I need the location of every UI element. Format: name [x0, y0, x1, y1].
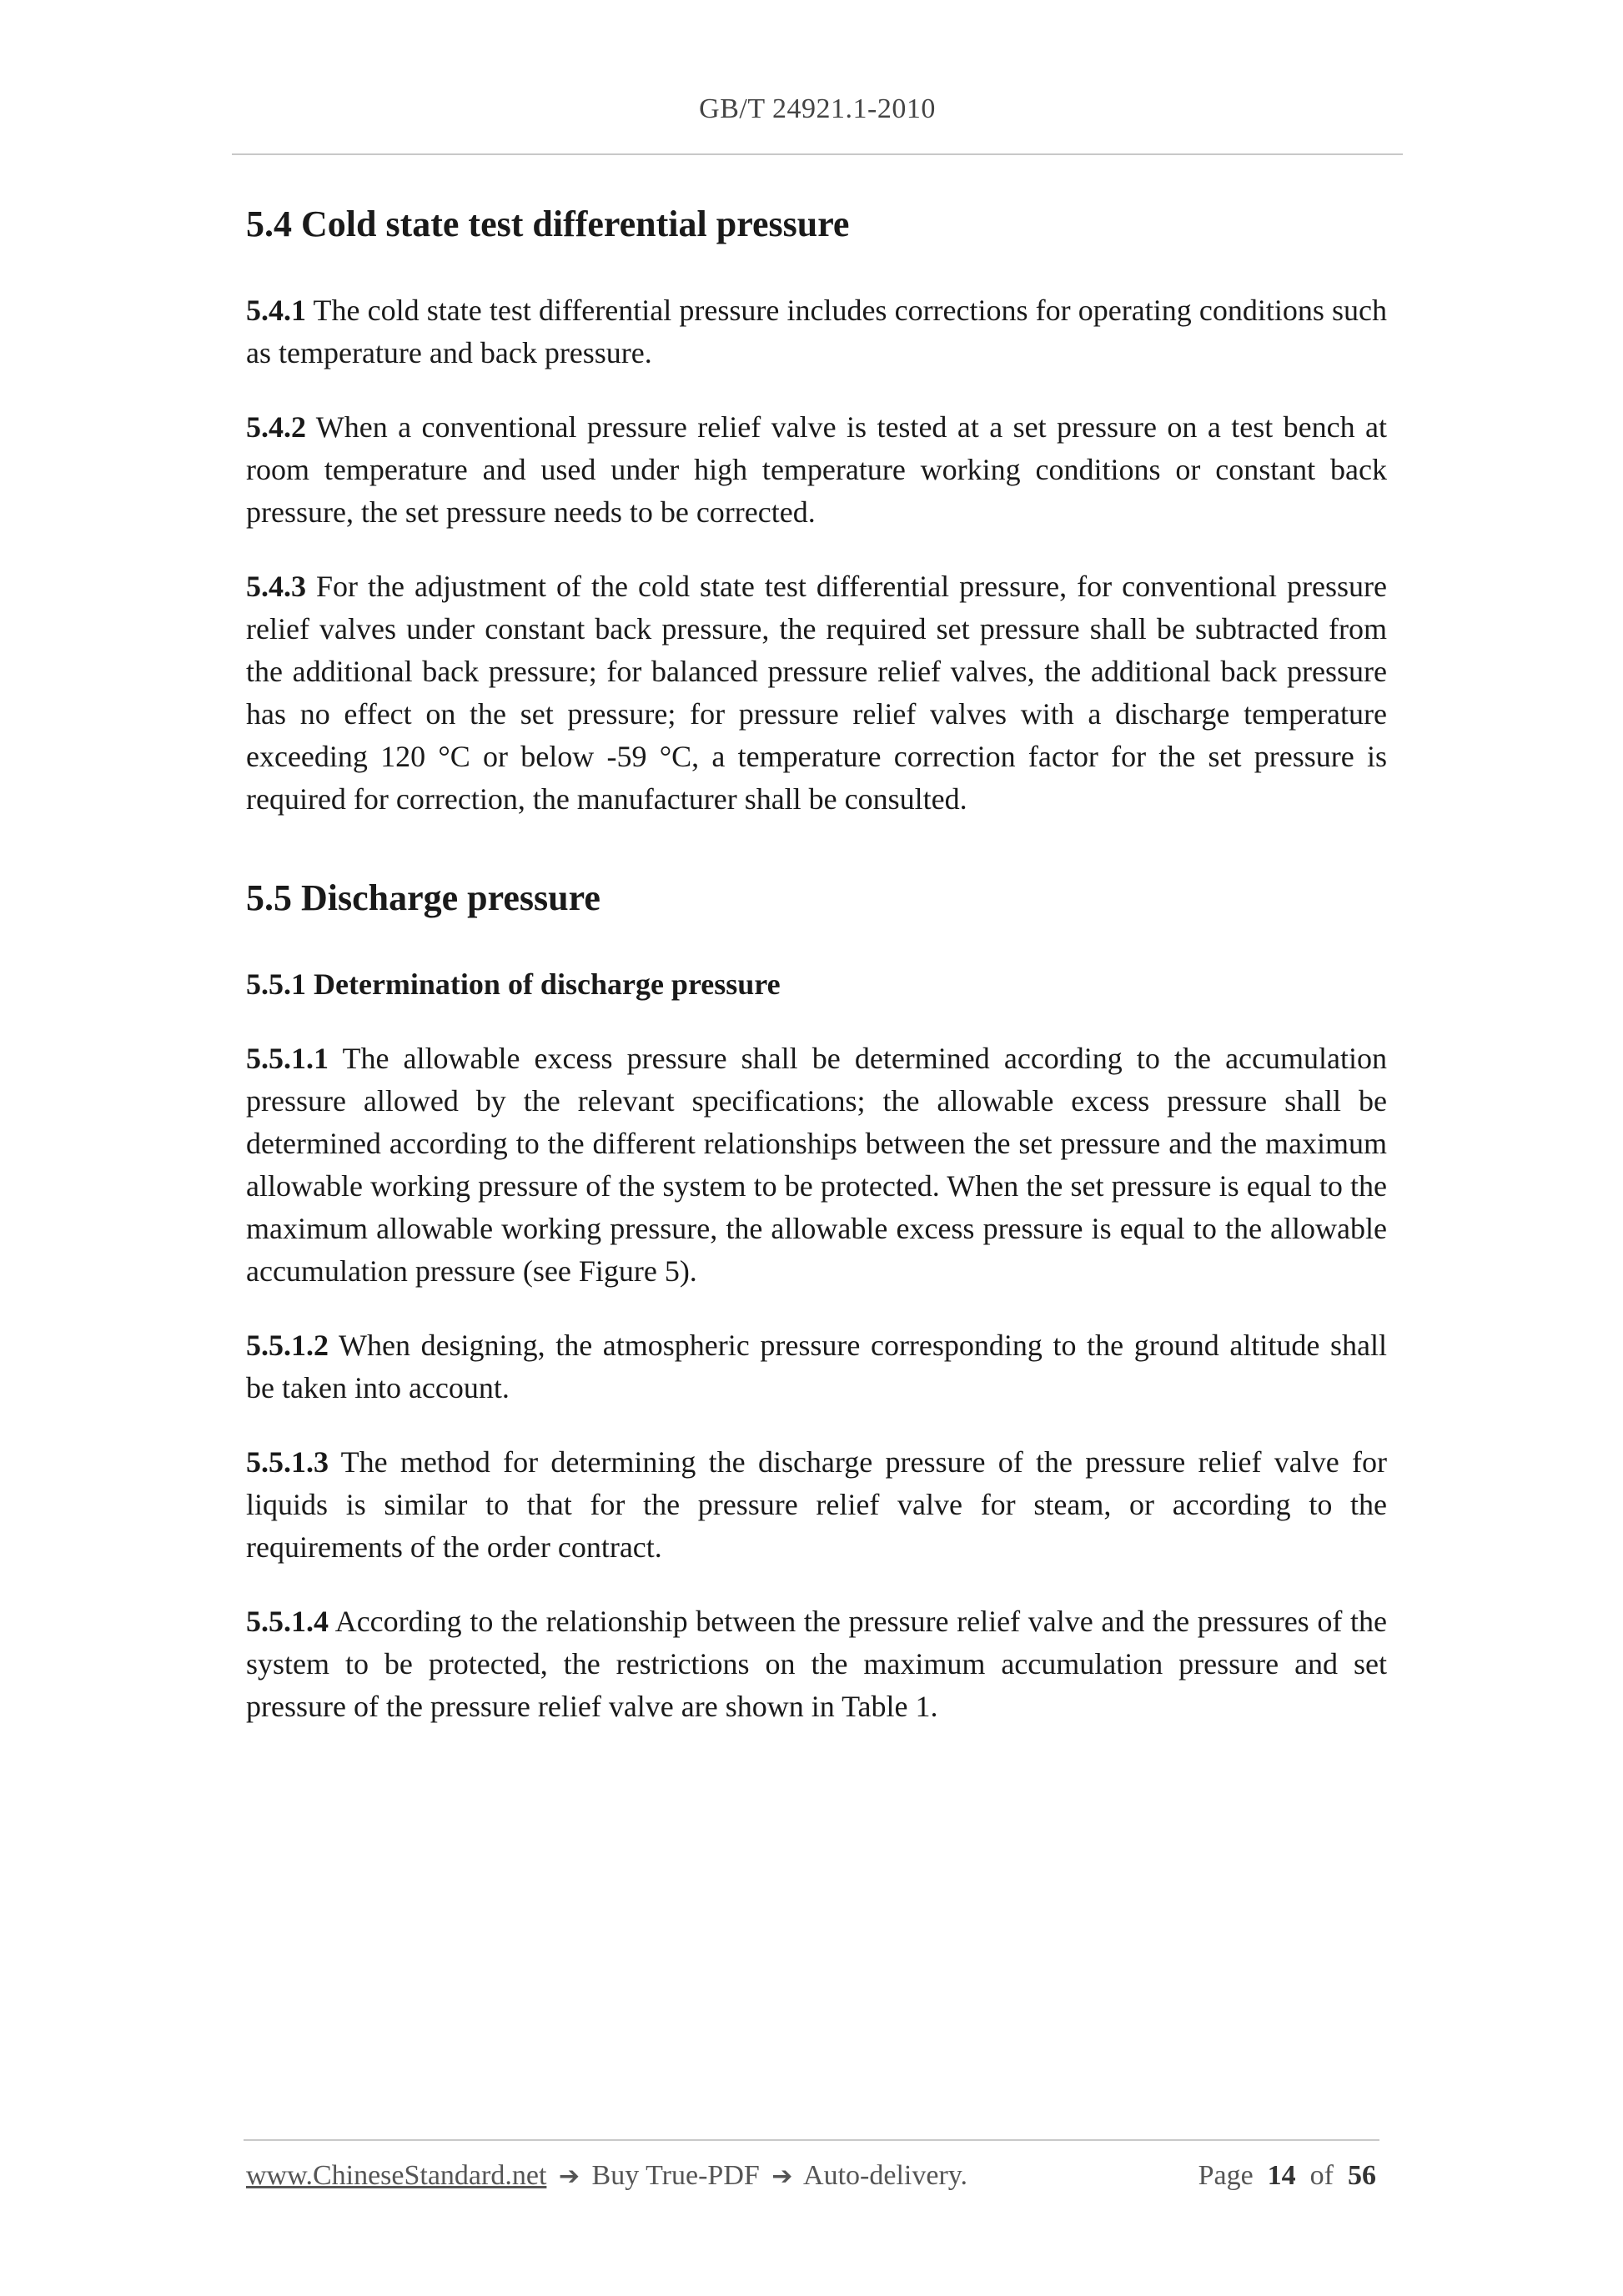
total-pages-number: 56 [1348, 2160, 1376, 2191]
document-id-header: GB/T 24921.1-2010 [699, 93, 936, 124]
arrow-right-icon: ➔ [771, 2162, 793, 2191]
clause-text: For the adjustment of the cold state test differential pressure, for conventional pressure relief valves under constant back pressure, the required set pressure shall be subtracted from the additional back pressure; for balanced pressure relief valves, the additional back pressure has no effect on the set pressure; for pressure relief valves with a discharge temperature exceeding 120 °C or below -59 °C, a temperature correction factor for the set pressure is required for correction, the manufacturer shall be consulted. [246, 570, 1388, 816]
page-word: Page [1198, 2160, 1254, 2191]
clause-text: According to the relationship between the pressure relief valve and the pressures of the system to be protected, the restrictions on the maximum accumulation pressure and set pressure of the pressure relief valve are shown in Table 1. [246, 1605, 1388, 1724]
clause-text: The method for determining the discharge pressure of the pressure relief valve for liquids is similar to that for the pressure relief valve for steam, or according to the requirements of the order contract. [246, 1445, 1387, 1565]
clause-number: 5.4.1 [246, 294, 306, 328]
section-title-5-4: 5.4 Cold state test differential pressure [246, 203, 850, 244]
arrow-right-icon: ➔ [558, 2162, 580, 2191]
clause-number: 5.5.1.3 [246, 1445, 329, 1480]
subsection-title-5-5-1: 5.5.1 Determination of discharge pressure [246, 967, 781, 1002]
page-footer [246, 2160, 1376, 2192]
clause-text: When a conventional pressure relief valve is tested at a set pressure on a test bench at room temperature and used under high temperature working conditions or constant back pressure, the set pressure needs to be corrected. [246, 410, 1387, 530]
clause-5-5-1-2 [246, 1324, 1387, 1409]
footer-left [246, 2160, 967, 2192]
clause-5-4-3 [246, 565, 1387, 821]
clause-5-5-1-3 [246, 1441, 1387, 1569]
clause-number: 5.4.3 [246, 570, 306, 604]
clause-5-4-1 [246, 289, 1387, 374]
clause-number: 5.5.1.1 [246, 1042, 329, 1076]
page-content [246, 200, 1387, 1760]
clause-5-5-1-4 [246, 1600, 1387, 1728]
buy-true-pdf-text: Buy True-PDF [591, 2160, 760, 2191]
site-link[interactable]: www.ChineseStandard.net [246, 2160, 547, 2191]
clause-text: The cold state test differential pressure includes corrections for operating conditions such as temperature and back pressure. [246, 294, 1387, 370]
page-indicator [1198, 2160, 1376, 2192]
current-page-number: 14 [1267, 2160, 1296, 2191]
auto-delivery-text: Auto-delivery. [803, 2160, 968, 2191]
clause-text: When designing, the atmospheric pressure corresponding to the ground altitude shall be taken into account. [246, 1329, 1387, 1405]
clause-5-5-1-1 [246, 1037, 1387, 1293]
section-title-5-5: 5.5 Discharge pressure [246, 877, 600, 919]
header-divider [232, 153, 1403, 155]
footer-divider [244, 2139, 1379, 2141]
of-word: of [1309, 2160, 1334, 2191]
clause-number: 5.4.2 [246, 410, 306, 445]
clause-number: 5.5.1.4 [246, 1605, 329, 1639]
clause-text: The allowable excess pressure shall be determined according to the accumulation pressure allowed by the relevant specifications; the allowable excess pressure shall be determined according to the different relationships between the set pressure and the maximum allowable working pressure of the system to be protected. When the set pressure is equal to the maximum allowable working pressure, the allowable excess pressure is equal to the allowable accumulation pressure (see Figure 5). [246, 1042, 1387, 1289]
clause-5-4-2 [246, 406, 1387, 534]
clause-number: 5.5.1.2 [246, 1329, 329, 1363]
